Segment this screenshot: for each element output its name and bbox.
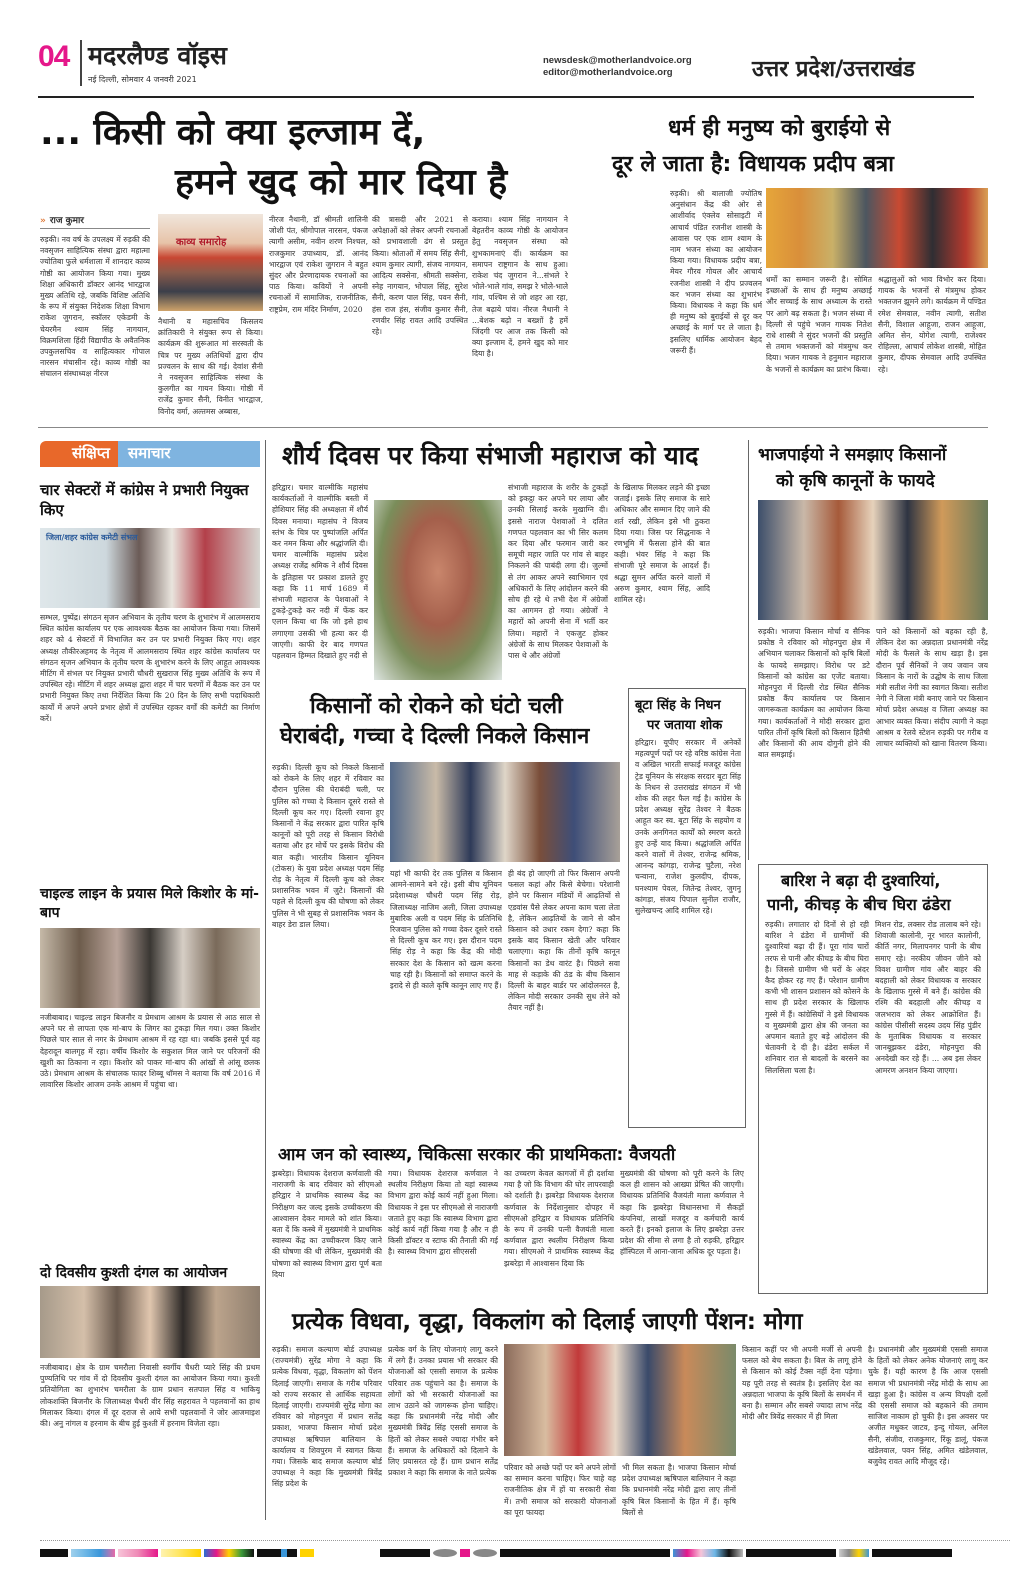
pension-story-col6: है। प्रधानमंत्री और मुख्यमंत्री एससी समाज के हितों को लेकर अनेक योजनाएं लागू कर चुके हैं। यही कारण है कि आज एससी समाज भी प्रधानमंत्री नरेंद्र मोदी के साथ आ खड़ा हुआ है। कांग्रेस व अन्य विपक्षी दलों की एससी समाज को बहकाने की तमाम साजिश नाकाम हो चुकी है। इस अवसर पर अजीत मधुकर जाटव, इन्दु गोयल, अनिल सैनी, संजीव, राजकुमार, रिंकू डालूं, पंकज खंडेलवाल, पवन सिंह, अमित खंडेलवाल, बजुवेद रावत आदि मौजूद रहे। [868,1345,988,1467]
reg-color-bar-2 [673,1549,743,1557]
reg-yellow-strip [161,1549,201,1557]
reg-target-2 [473,1549,497,1557]
pension-story-col3: परिवार को अच्छे पदों पर बने अपने लोगों का सम्मान करना चाहिए। फिर चाहे वह राजनीतिक क्षेत्र में हों या सरकारी सेवा में। तभी समाज को सरकारी योजनाओं का पूरा फायदा [504,1463,616,1517]
brief2-headline: चाइल्ड लाइन के प्रयास मिले किशोर के मां-बाप [40,886,259,921]
reg-magenta-strip [118,1549,158,1557]
buta-headline-line1: बूटा सिंह के निधन [635,698,721,713]
byline [40,213,84,226]
section-rule-1 [38,427,988,428]
health-story-col1: झबरेड़ा। विधायक देशराज कर्णवाली की नाराजगी के बाद रविवार को सीएमओ हरिद्वार ने प्राथमिक स्वास्थ्य केंद्र का निरीक्षण कर जल्द इसके उच्चीकरण की आश्वासन देकर मामले को शांत किया। बता दें कि कस्बे में मुख्यमंत्री ने प्राथमिक स्वास्थ्य केंद्र का उच्चीकरण किए जाने की घोषणा की थी लेकिन, मुख्यमंत्री की घोषणा को स्वास्थ्य विभाग द्वारा पूर्ण बता दिया [272,1169,382,1279]
reg-target-3 [839,1549,869,1557]
batra-headline-line1: धर्म ही मनुष्य को बुराईयो से [668,116,891,141]
bjp-headline-line1: भाजपाईयो ने समझाए किसानों [758,445,947,465]
email-editor[interactable]: editor@motherlandvoice.org [543,67,673,78]
brief3-headline: दो दिवसीय कुश्ती दंगल का आयोजन [40,1265,228,1281]
page-footer-dotted-rule [40,1540,1010,1541]
batra-story-col1: रुड़की। श्री बालाजी ज्योतिष अनुसंधान केंद्र की ओर से आशीर्वाद एंक्लेव सोसाइटी में आचार्य पंडित रजनीश शास्त्री के आवास पर एक शाम श्याम के नाम भजन संध्या का आयोजन किया गया। विधायक प्रदीप बत्रा, मेयर गौरव गोयल और आचार्य रजनीश शास्त्री ने दीप प्रज्वलन कर भजन संध्या का शुभारंभ किया। विधायक ने कहा कि धर्म ही मनुष्य को बुराईयों से दूर कर अच्छाई के मार्ग पर ले जाता है। इसलिए धार्मिक आयोजन बेहद जरूरी हैं। [670,189,762,355]
buta-headline-line2: पर जताया शोक [647,718,723,733]
print-registration-marks [40,1548,1010,1558]
brief1-photo-banner: जिला/शहर कांग्रेस कमेटी संभल [46,533,138,542]
reg-black-end [872,1549,952,1557]
reg-spacer [317,1549,377,1557]
buta-singh-box [628,688,746,1128]
sambhaji-headline: शौर्य दिवस पर किया संभाजी महाराज को याद [282,441,699,470]
lead-story-col3: नीरज नैथानी, डॉ श्रीमती शालिनी जोशी पंत, श्रीगोपाल नारसन, पंकज त्यागी असीम, नवीन शरण निश्चल, राजकुमार उपाध्याय, डॉ. आनंद भारद्वाज एवं राकेश जुगरान ने बहुत सुंदर और प्रेरणादायक रचनाओं का पाठ किया। कवियों ने अपनी रचनाओं में सामाजिक, राजनीतिक, राष्ट्रप्रेम, राम मंदिर निर्माण, 2020 [269,215,368,314]
rain-headline-line2: पानी, कीचड़ के बीच घिरा ढंडेरा [767,895,951,914]
health-story-col4: मुख्यमंत्री की घोषणा को पूरी करने के लिए कल ही शासन को आख्या प्रेषित की जाएगी। विधायक प्रतिनिधि वैजयंती माला कर्णवाल ने कहा कि झबरेड़ा विधानसभा में सैकड़ों कंपनियां, लाखों मजदूर व कर्मचारी कार्य करते हैं। इनको इलाज के लिए झबरेड़ा उत्तर प्रदेश की सीमा से लगा है तो रुड़की, हरिद्वार हॉस्पिटल में आना-जाना अधिक दूर पड़ता है। [620,1169,744,1257]
pension-story-col4: भी मिल सकता है। भाजपा किसान मोर्चा प्रदेश उपाध्यक्ष ऋषिपाल बालियान ने कहा कि प्रधानमंत्री नरेंद्र मोदी द्वारा लाए तीनों कृषि बिल किसानों के हित में हैं। कृषि बिलों से [622,1463,736,1517]
email-newsdesk[interactable]: newsdesk@motherlandvoice.org [543,55,692,66]
pension-headline: प्रत्येक विधवा, वृद्धा, विकलांग को दिलाई जाएगी पेंशन: मोगा [292,1309,803,1335]
reg-yellow-dot [300,1549,314,1557]
dateline: नई दिल्ली, सोमवार 4 जनवरी 2021 [88,75,197,84]
buta-story-text: हरिद्वार। यूपीए सरकार में अनेकों महत्वपूर्ण पदों पर रहे वरिष्ठ कांग्रेस नेता व अखिल भारती सफाई मजदूर कांग्रेस ट्रेड यूनियन के संरक्षक सरदार बूटा सिंह के निधन से उत्तराखंड संगठन में भी शोक की लहर फैल गई है। कांग्रेस के प्रदेश अध्यक्ष सुरेंद्र तेश्वर ने बैठक आहूत कर स्व. बूटा सिंह के सहयोग व उनके अनगिनत कार्यों को स्मरण करते हुए उन्हें याद किया। श्रद्धांजलि अर्पित करने वालों में तेश्वर, राजेन्द्र श्रमिक, आनन्द कांगड़ा, राजेन्द्र चुटैला, नरेश चन्वाना, राजेश कुलदीप, दीपक, घनश्याम पेवल, जितेन्द्र तेश्वर, जुगनू कांगड़ा, संजय पिपाल सुनील राजौर, सुलेखचन्द आदि शामिल रहे। [635,738,741,916]
lead-headline-line2: हमने खुद को मार दिया है [175,162,508,203]
reg-cyan-strip [71,1549,115,1557]
brief-news-label [40,441,260,467]
brief2-text: नजीबाबाद। चाइल्ड लाइन बिजनौर व प्रेमधाम आश्रम के प्रयास से आठ साल से अपने घर से लापता एक मां-बाप के जिगर का टुकड़ा मिल गया। उक्त किशोर पिछले चार साल से नगर के प्रेमधाम आश्रम में रह रहा था। जबकि इससे पूर्व वह देहरादून बालगृह में रहा। वर्षीय किशोर के सकुशल मिल जाने पर परिजनों की खुशी का ठिकाना न रहा। किशोर को पाकर मां-बाप की आंखों से आंसू छलक उठे। प्रेमधाम आश्रम के संचालक फादर शिब्बू थॉमस ने बताया कि वर्ष 2016 में लावारिस किशोर आजम उनके आश्रम में पहुंचा था। [40,1013,260,1090]
farmers-headline-line2: घेराबंदी, गच्चा दे दिल्ली निकले किसान [280,724,590,749]
batra-headline-line2: दूर ले जाता है: विधायक प्रदीप बत्रा [612,152,894,177]
byline-author: राज कुमार [49,216,84,226]
farmers-story-col3: ही बंद हो जाएगी तो फिर किसान अपनी फसल कहां और किसे बेचेगा। परेशानी होने पर किसान मंडियों में आढ़तियों से एडवांस पैसे लेकर अपना काम चला लेता है, लेकिन आढ़तियों के जाने से कौन किसान को उधार रकम देगा? कहा कि इसके बाद किसान खेती और परिवार चलाएगा। कहा कि तीनों कृषि कानून किसानों का डेथ वारंट है। पिछले सवा माह से कड़ाके की ठंड के बीच किसान दिल्ली के बाहर बार्डर पर आंदोलनरत है, लेकिन मोदी सरकार उनकी सुध लेने को तैयार नहीं है। [508,869,620,1013]
sambhaji-story-col3: के खिलाफ मिलकर लड़ने की इच्छा जताई। इसके लिए समाज के सारे अधिकार और सम्मान दिए जाने की शर्त रखी, लेकिन इसे भी ठुकरा दिया गया। जिस पर सिद्धनाक ने रणभूमि में फैसला होने की बात कही। भंवर सिंह ने कहा कि संभाजी पूरे समाज के आदर्श हैं। श्रद्धा सुमन अर्पित करने वालों में अरुण कुमार, श्याम सिंह, आदि शामिल रहे। [614,483,710,605]
brief2-photo [40,928,260,1008]
lead-story-col4: की त्रासदी और 2021 से अपेक्षाओं को लेकर अपनी रचनाओं को प्रभावशाली ढंग से प्रस्तुत किया। श्रोताओं में समय सिंह सैनी, श्याम कुमार त्यागी, संजय नागयान, आदित्य सक्सेना, श्रीमती सक्सेना, स्नेह नागयान, भोपाल सिंह, सुरेश सैनी, करण पाल सिंह, पवन सैनी, हंस राज हंस, संजीव कुमार सैनी, रणवीर सिंह रावत आदि उपस्थित रहे। [372,215,468,337]
health-headline: आम जन को स्वास्थ्य, चिकित्सा सरकार की प्राथमिकता: वैजयती [278,1145,676,1165]
reg-black-block [40,1549,68,1557]
batra-story-col3: श्रद्धालुओं को भाव विभोर कर दिया। गायक के भजनों से मंत्रमुग्ध होकर भक्तजन झूमने लगे। कार्यक्रम में पण्डित रमेश सेमवाल, नवीन त्यागी, सतीश सैनी, विशाल आहूजा, राजन आहूजा, अमित सेन, योगेश त्यागी, राजेश्वर रोहिल्ला, आचार्य लोकेश शास्त्री, मोहित कुमार, दीपक सेमवाल आदि उपस्थित रहे। [878,275,986,374]
lead-story-photo [158,214,263,311]
sambhaji-story-col1: हरिद्वार। चमार वाल्मीकि महासंघ कार्यकर्ताओं ने वाल्मीकि बस्ती में होशियार सिंह की अध्यक्षता में शौर्य दिवस मनाया। महासंघ ने विजय स्तंभ के चित्र पर पुष्पांजलि अर्पित कर नमन किया और श्रद्धांजलि दी। चमार वाल्मीकि महासंघ प्रदेश अध्यक्ष राजेंद्र श्रमिक ने शौर्य दिवस के इतिहास पर प्रकाश डालते हुए कहा कि 11 मार्च 1689 में संभाजी महाराज के पेशवाओं ने टुकड़े-टुकड़े कर नदी में फेंक कर एलान किया था कि जो इसे हाथ लगाएगा उसकी भी हत्या कर दी जाएगी। काफी देर बाद गणपत पहलवान हिम्मत दिखाते हुए नदी से [272,483,368,661]
section-title: उत्तर प्रदेश/उत्तराखंड [752,57,915,82]
pension-story-col1: रुड़की। समाज कल्याण बोर्ड उपाध्यक्ष (राज्यमंत्री) सुरेंद्र मोगा ने कहा कि प्रत्येक विधवा, वृद्धा, विकलांग को पेंशन दिलाई जाएगी। समाज के गरीब परिवार को राज्य सरकार से आर्थिक सहायता दिलाई जाएगी। राज्यमंत्री सुरेंद्र मोगा का रविवार को मोहनपुरा में प्रधान सतेंद्र प्रकाश, भाजपा किसान मोर्चा प्रदेश उपाध्यक्ष ऋषिपाल बालियान के कार्यालय व शिवपुरम में स्वागत किया गया। जिसके बाद समाज कल्याण बोर्ड उपाध्यक्ष ने कहा कि मुख्यमंत्री त्रिवेंद्र सिंह प्रदेश के [272,1345,382,1489]
brief1-headline: चार सेक्टरों में कांग्रेस ने प्रभारी नियुक्त किए [40,481,249,519]
reg-magenta-dot [460,1549,470,1557]
reg-color-bar [204,1549,254,1557]
pension-story-photo [504,1344,736,1456]
health-story-col2: गया। विधायक देशराज कर्णवाल ने स्थलीय निरीक्षण किया तो यहां स्वास्थ्य विभाग द्वारा कोई कार्य नहीं हुआ मिला। विधायक ने इस पर सीएमओ से नाराजगी जताते हुए कहा कि स्वास्थ्य विभाग द्वारा कोई कार्य नहीं किया गया है और न ही किसी डॉक्टर व स्टाफ की तैनाती की गई है। स्वास्थ्य विभाग द्वारा सीएससी [388,1169,498,1257]
lead-story-col2: नैथानी व महासचिव किसलय क्रांतिकारी ने संयुक्त रूप से किया। कार्यक्रम की शुरूआत मां सरस्वती के चित्र पर मुख्य अतिथियों द्वारा दीप प्रज्वलन के साथ की गई। देवांश सैनी ने नवसृजन साहित्यिक संस्था के कुलगीत का गायन किया। गोष्ठी में राजेंद्र कुमार सैनी, विनीत भारद्वाज, विनोद वर्मा, अल्तमस अब्बास, [158,317,263,416]
photo-banner-text: काव्य समारोह [176,237,227,248]
reg-target-1 [433,1549,457,1557]
rain-story-col1: रुड़की। लगातार दो दिनों से हो रही बारिश ने ढंडेरा में ग्रामीणों की दुश्वारियां बढ़ा दी हैं। पूरा गांव चारों तरफ से पानी और कीचड़ के बीच घिरा है। जिससे ग्रामीण भी घरों के अंदर कैद होकर रह गए हैं। परेशान ग्रामीण कभी भी शासन प्रशासन को कोसने के साथ ही प्रदेश सरकार के खिलाफ गुस्से में हैं। कांग्रेसियों ने इसे विधायक व मुख्यमंत्री द्वारा क्षेत्र की जनता का अपमान बताते हुए बड़े आंदोलन की चेतावनी दे दी है। ढंडेरा सर्कल में शनिवार रात से बादलों के बरसने का सिलसिला चला है। [765,920,869,1075]
rain-story-col2: मिशन रोड, लक्सर रोड तालाब बने रहे। शिवाजी कालोनी, नूर भारत कालोनी, कीर्ति नगर, मिलापनगर पानी के बीच समाए रहे। नरकीय जीवन जीने को विवश ग्रामीण गांव और बाहर की बदहाली को लेकर विधायक व सरकार के खिलाफ गुस्से में बने हैं। कांग्रेस की रश्मि की बदहाली और कीचड़ व जलभराव को लेकर आक्रोशित हैं। कांग्रेस पीसीसी सदस्य उदय सिंह पुंडीर के मुताबिक विधायक व सरकार जानबूझकर ढंडेरा, मोहनपुरा की अनदेखी कर रहे हैं। ... अब इस लेकर आमरण अनशन किया जाएगा। [875,920,981,1075]
contact-emails [543,55,692,79]
pension-story-col2: प्रत्येक वर्ग के लिए योजनाएं लागू करने में लगे हैं। उनका प्रयास भी सरकार की योजनाओं को एससी समाज के प्रत्येक परिवार तक पहुंचाने का है। समाज के लोगों को भी सरकारी योजनाओं का लाभ उठाने को जागरूक होना चाहिए। कहा कि प्रधानमंत्री नरेंद्र मोदी और मुख्यमंत्री त्रिवेंद्र सिंह एससी समाज के हितों को लेकर सबसे ज्यादा गंभीर बने हैं। समाज के अधिकारों को दिलाने के लिए प्रयासरत रहे हैं। ग्राम प्रधान सतेंद्र प्रकाश ने कहा कि समाज के नाते प्रत्येक [388,1345,498,1478]
brief3-photo [40,1286,260,1358]
farmers-story-col2: यहां भी काफी देर तक पुलिस व किसान आमने-सामने बने रहे। इसी बीच यूनियन प्रदेशाध्यक्ष चौधरी पदम सिंह रोड़, जिलाध्यक्ष नाजिम अली, जिला उपाध्यक्ष मुबारिक अली व पदम सिंह के प्रतिनिधि रिजवान पुलिस को गच्चा देकर दूसरे रास्ते से दिल्ली कूच कर गए। इस दौरान पदम सिंह रोड़ ने कहा कि केंद्र की मोदी सरकार देश के किसान को खत्म करना चाह रही है। किसानों को समाप्त करने के इरादे से ही काले कृषि कानून लाए गए हैं। [390,869,502,991]
batra-story-col2: धर्मों का सम्मान जरूरी है। सोमित इच्छाओं के साथ ही मनुष्य अच्छाई और सच्चाई के साथ अध्यात्म के रास्ते पर आगे बढ़ सकता है। भजन संध्या में दिल्ली से पहुंचे भजन गायक नितेश राधे शास्त्री ने सुंदर भजनों की प्रस्तुति से तमाम भक्तजनों को मंत्रमुग्ध कर दिया। भजन गायक ने हनुमान महाराज के भजनों से कार्यक्रम का प्रारंभ किया। [766,275,872,374]
rain-headline-line1: बारिश ने बढ़ा दी दुश्वारियां, [781,871,941,890]
bjp-column-rule [748,440,749,860]
farmers-story-col1: रुड़की। दिल्ली कूच को निकले किसानों को रोकने के लिए शहर में रविवार का दौरान पुलिस की घेराबंदी चली, पर पुलिस को गच्चा दे किसान दूसरे रास्ते से दिल्ली कूच कर गए। दिल्ली रवाना हुए किसानों ने केंद्र सरकार द्वारा पारित कृषि कानूनों को पूरी तरह से किसान विरोधी बताया और हर मोर्चे पर इसके विरोध की बात कही। भारतीय किसान यूनियन (टोकस) के युवा प्रदेश अध्यक्ष पदम सिंह रोड़ के नेतृत्व में दिल्ली कूच को लेकर प्रशासनिक भवन में जुटे। किसानों की पहले से दिल्ली कूच की घोषणा को लेकर पुलिस ने भी सुबह से प्रशासनिक भवन के बाहर डेरा डाल लिया। [272,763,384,929]
brief1-text: सम्भल, पुष्पेंद्र। संगठन सृजन अभियान के तृतीय चरण के शुभारंभ में आलमसराय स्थित कांग्रेस कार्यालय पर एक आवश्यक बैठक का आयोजन किया गया। जिसमें शहर को 4 सेक्टरों में विभाजित कर उन पर प्रभारी नियुक्त किए गए। शहर अध्यक्ष तौकीरअहमद के नेतृत्व में आलमसराय स्थित शहर कांग्रेस कार्यालय पर संगठन सृजन अभियान के तृतीय चरण के शुभारंभ करने के लिए आहूत आवश्यक मीटिंग में संभल पर नियुक्त प्रभारी चौधरी सुखराज सिंह मुख्य अतिथि के रूप में उपस्थित रहे। मीटिंग में शहर अध्यक्ष द्वारा शहर में चार चरणों में बैठक कर उन पर प्रभारी नियुक्त किए तथा निर्देशित किया कि 20 दिन के लिए सभी पदाधिकारी कार्यों में अपने अपने प्रभार क्षेत्रों में उपस्थित रहकर वर्गों की कमेटी का निर्माण करें। [40,613,260,723]
farmers-headline-line1: किसानों को रोकने को घंटो चली [310,694,563,719]
brief-label-part2: समाचार [118,441,260,467]
newspaper-name: मदरलैण्ड वॉइस [88,41,227,70]
bjp-story-photo [758,500,988,620]
byline-arrow-icon: » [40,216,46,226]
reg-black-block-2 [380,1549,430,1557]
brief1-photo [40,528,260,608]
bjp-headline-line2: को कृषि कानूनों के फायदे [776,471,935,491]
brief-label-part1: संक्षिप्त [40,441,118,467]
masthead-divider [80,40,82,86]
brief-column-rule [265,440,266,1520]
pension-story-col5: किसान कहीं पर भी अपनी मर्जी से अपनी फसल को बेच सकता है। बिल के लागू होने से किसान को कोई टैक्स नहीं देना पड़ेगा। यह पूरी तरह से स्वतंत्र है। इसलिए देश का अन्नदाता भाजपा के कृषि बिलों के समर्थन में बना है। सम्मान और सबसे ज्यादा लाभ नरेंद्र मोदी और त्रिवेंद्र सरकार में ही मिला [742,1345,862,1422]
lead-story-col1: रुड़की। नव वर्ष के उपलक्ष्य में रुड़की की नवसृजन साहित्यिक संस्था द्वारा महात्मा ज्योतिबा फुले धर्मशाला में शानदार काव्य गोष्ठी का आयोजन किया गया। मुख्य शिक्षा अधिकारी डॉक्टर आनंद भारद्वाज मुख्य अतिथि रहे, जबकि विशिष्ट अतिथि के रूप में संयुक्त निदेशक शिक्षा विभाग राकेश जुगरान, स्कॉलर एकेडमी के चेयरमैन श्याम सिंह नागयान, विक्रमशिला हिंदी विद्यापीठ के अवैतनिक उपकुलसचिव व साहित्यकार गोपाल नारसन मंचासीन रहे। काव्य गोष्ठी का संचालन संस्थाध्यक्ष नीरज [40,235,150,379]
health-story-col3: का उच्चरण केवल कागजों में ही दर्शाया गया है जो कि विभाग की घोर लापरवाही को दर्शाती है। झबरेड़ा विधायक देशराज कर्णवाल के निर्देशानुसार दोपहर में सीएमओ हरिद्वार व विधायक प्रतिनिधि के रूप में उनकी पत्नी वैजयंती माला कर्णवाल द्वारा स्थलीय निरीक्षण किया गया। सीएमओ ने प्राथमिक स्वास्थ्य केंद्र झबरेड़ा में आश्वासन दिया कि [504,1169,614,1268]
masthead-rule [38,96,974,98]
lead-headline-line1: ... किसी को क्या इल्जाम दें, [40,112,426,153]
page-number: 04 [38,40,70,73]
rain-story-box [758,864,988,1294]
bjp-story-col2: पाने को किसानों को बहका रही है, लेकिन देश का अन्नदाता प्रधानमंत्री नरेंद्र मोदी के फैसले के साथ खड़ा है। इस दौरान पूर्व सैनिकों ने जय जवान जय किसान के नारों के उद्घोष के साथ जिला मंत्री सतीश नेगी का स्वागत किया। सतीश नेगी ने जिला मंत्री बनाए जाने पर किसान मोर्चा प्रदेश अध्यक्ष व जिला अध्यक्ष का आभार व्यक्त किया। संदीप त्यागी ने कहा आश्रम व रेलवे स्टेशन रुड़की पर गरीब व लाचार व्यक्तियों को खाना वितरण किया। [876,627,988,749]
reg-black-long-2 [746,1549,836,1557]
reg-black-long [500,1549,670,1557]
reg-black-cyan [257,1549,297,1557]
farmers-protest-photo [390,762,620,862]
batra-story-photo [766,188,988,268]
lead-story-col5: कराया। श्याम सिंह नागयान ने बेहतरीन काव्य गोष्ठी के आयोजन हेतु नवसृजन संस्था को शुभकामनाएं दीं। कार्यक्रम का समापन राष्ट्रगान के साथ हुआ। राकेश चंद जुगरान ने...संभले रे भोले-भाले गांव, समझ रे भोले-भाले गांव, पश्चिम से जो शहर आ रहा, तेज बढ़ाये पांव। नीरज नैथानी ने ...बेशक बढ़ो न बख्शों है हमें जिंदगी पर आज तक किसी को क्या इल्जाम दें, हमने खुद को मार दिया है। [472,215,568,359]
sambhaji-story-col2: संभाजी महाराज के शरीर के टुकड़ों को इकट्ठा कर अपने घर लाया और उनकी सिलाई करके मुखाग्नि दी। इससे नाराज पेशवाओं ने दलित गणपत पहलवान का भी सिर कलम कर दिया और फरमान जारी कर समूची महार जाति पर गांव से बाहर निकलने की पाबंदी लगा दी। जुल्मों से तंग आकर अपने स्वाभिमान एवं अधिकारों के लिए आंदोलन करने की सोच ही रहे थे तभी देश में अंग्रेजों का आगमन हो गया। अंग्रेजों ने महारों को अपनी सेना में भर्ती कर लिया। महारों ने एकजुट होकर अंग्रेजों के साथ मिलकर पेशवाओं के पास थे और अंग्रेजों [508,483,608,661]
sambhaji-statue-photo [374,500,502,680]
bjp-story-col1: रुड़की। भाजपा किसान मोर्चा व सैनिक प्रकोष्ठ ने रविवार को मोहनपुरा क्षेत्र में अभियान चलाकर किसानों को कृषि बिलों के फायदे समझाए। विरोध पर डटे किसानों को कांग्रेस का एजेंट बताया। मोहनपुरा में दिल्ली रोड स्थित सैनिक प्रकोष्ठ कैंप कार्यालय पर किसान जागरूकता कार्यक्रम का आयोजन किया गया। कार्यकर्ताओं ने मोदी सरकार द्वारा पारित तीनों कृषि बिलों को किसान हितैषी और किसानों की आय दोगुनी होने की बात समझाई। [758,627,870,760]
byline-rule [40,228,150,229]
brief3-text: नजीबाबाद। क्षेत्र के ग्राम चमरौला निवासी स्वर्गीय चैधरी प्यारे सिंह की प्रथम पुण्यतिथि पर गांव में दो दिवसीय कुश्ती दंगल का आयोजन किया गया। कुश्ती प्रतियोगिता का शुभारंभ चमरौला के ग्राम प्रधान सतपाल सिंह व भाकियू लोकशक्ति बिजनौर के जिलाध्यक्ष चैधरी वीर सिंह सहरावत ने पहलवानों का हाथ मिलाकर किया। दंगल में दूर दराज से आये सभी पहलवानों ने जोर आजमाइश की। अनु नांगल व हरनाम के बीच हुई कुश्ती में हरनाम विजेता रहा। [40,1363,260,1429]
